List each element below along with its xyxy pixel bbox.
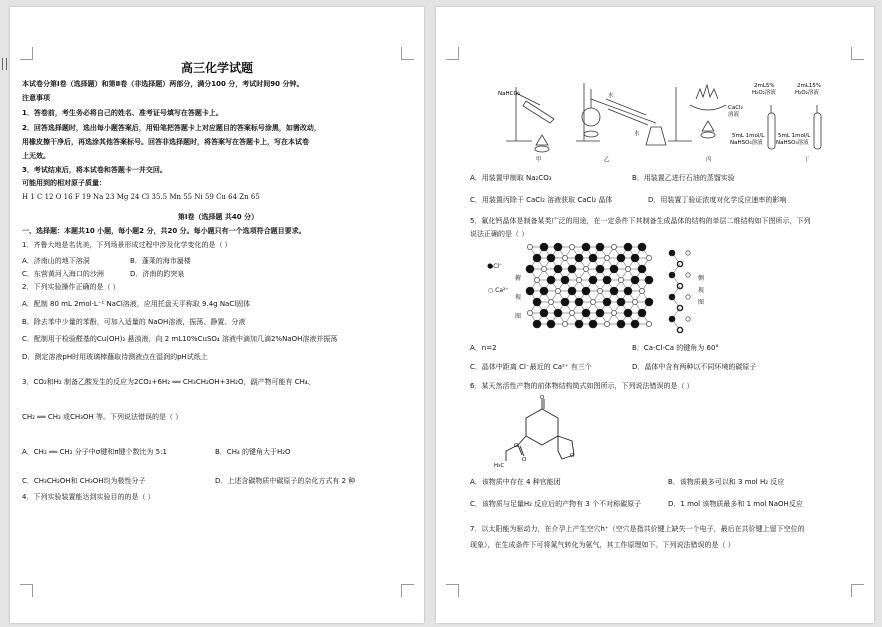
apparatus-yi	[576, 83, 666, 145]
cl-ion	[575, 298, 583, 306]
question-7: 7．以太阳能为驱动力，在介孕上产生空穴h⁺（空穴是指共价键上缺失一个电子，最后在共价键上留下空位的	[470, 525, 805, 533]
q1-option-c: C．东营黄河入海口的沙洲	[22, 270, 104, 278]
cl-ion	[526, 265, 534, 273]
apparatus-name-jia: 甲	[536, 157, 542, 163]
note-line: 1．答卷前，考生务必将自己的姓名、准考证号填写在答题卡上。	[22, 109, 223, 117]
ca-ion	[548, 299, 553, 304]
cl-ion	[638, 243, 646, 251]
q5-option-b: B．Ca-Cl-Ca 的键角为 60°	[632, 344, 719, 352]
cl-ion	[568, 287, 576, 295]
ca-ion	[632, 299, 637, 304]
cl-ion	[540, 287, 548, 295]
q5-option-d: D．晶体中含有两种以不同环境的碳原子	[632, 363, 757, 371]
molecule-atom-o: O	[514, 443, 519, 449]
side-view-char-2: 视	[698, 287, 705, 294]
molecule-structure	[492, 395, 592, 471]
apparatus-label-water: 水	[608, 93, 614, 99]
cl-ion	[568, 265, 576, 273]
molecule-atom-o: O	[570, 453, 575, 459]
question-3: 3．CO₂和H₂ 制备乙酸发生的反应为2CO₂+6H₂ ══ CH₃CH₂OH+3H₂O，副产物可能有 CH₄、	[22, 378, 315, 386]
ca-ion	[678, 328, 682, 332]
page-title: 高三化学试题	[180, 61, 253, 75]
cl-ion	[582, 287, 590, 295]
cl-ion	[617, 298, 625, 306]
question-4: 4．下列实验装置能达到实验目的的是（ ）	[22, 493, 155, 501]
note-line: 用橡皮擦干净后，再选涂其他答案标号。回答非选择题时，将答案写在答题卡上，写在本试卷	[22, 138, 309, 146]
cl-ion	[554, 243, 562, 251]
q3-option-a: A．CH₂ ══ CH₂ 分子中σ键和π键个数比为 5:1	[22, 448, 167, 456]
cl-ion	[589, 254, 597, 262]
question-6: 6．某天然活性产物的前体物结构简式如图所示，下列说法错误的是（ ）	[470, 382, 694, 390]
ca-ion	[527, 310, 532, 315]
apparatus-label-h2o2-a: H₂O₂溶液	[752, 90, 776, 96]
apparatus-label-2ml15: 2mL15%	[797, 83, 822, 89]
apparatus-label-nahso3-a: 5mL 1mol/L	[732, 133, 765, 139]
cl-ion	[596, 309, 604, 317]
q1-option-d: D．济南的趵突泉	[130, 270, 185, 278]
ca-ion	[569, 310, 574, 315]
ca-ion	[611, 244, 616, 249]
apparatus-label-2ml5: 2mL5%	[754, 83, 775, 89]
ca-ion	[534, 277, 539, 282]
crop-mark	[446, 584, 459, 597]
ca-ion	[527, 244, 532, 249]
cl-ion	[554, 265, 562, 273]
ca-ion	[686, 295, 690, 299]
cl-ion	[526, 287, 534, 295]
q6-option-b: B．该物质最多可以和 3 mol H₂ 反应	[668, 478, 785, 486]
crop-mark	[851, 47, 864, 60]
top-view-char-3: 图	[515, 313, 522, 320]
q4-option-a: A．用装置甲制取 Na₂CO₃	[470, 174, 552, 182]
cl-ion	[631, 276, 639, 284]
ca-ion	[646, 255, 651, 260]
cl-ion	[638, 265, 646, 273]
q3-option-c: C．CH₃CH₂OH和 CH₃OH均为极性分子	[22, 477, 146, 485]
ca-ion	[562, 321, 567, 326]
apparatus-figure	[496, 79, 826, 163]
ca-ion	[686, 317, 690, 321]
q4-option-c: C．用装置丙除干 CaCl₂ 溶液获取 CaCl₂ 晶体	[470, 196, 613, 204]
molecule-atom-o: O	[522, 457, 527, 463]
q5-option-c: C．晶体中距离 Cl⁻最近的 Ca²⁺ 有三个	[470, 363, 592, 371]
legend-cl: ●Cl⁻	[488, 263, 503, 270]
atomic-mass-title: 可能用到的相对原子质量：	[22, 179, 106, 187]
ca-ion	[562, 255, 567, 260]
cl-ion	[631, 320, 639, 328]
cl-ion	[589, 276, 597, 284]
cl-ion	[596, 265, 604, 273]
side-view-char-1: 侧	[698, 275, 705, 282]
cl-ion	[533, 320, 541, 328]
cl-ion	[589, 320, 597, 328]
q2-option-c: C．配制用于检验醛基的Cu(OH)₂ 悬浊液，向 2 mL10%CuSO₄ 溶液中滴加几滴2%NaOH溶液并振荡	[22, 335, 338, 343]
cl-ion	[645, 298, 653, 306]
ca-ion	[604, 255, 609, 260]
ca-ion	[604, 321, 609, 326]
q6-option-c: C．该物质与足量H₂ 反应后的产物有 3 个不对称碳原子	[470, 500, 642, 508]
cl-ion	[582, 243, 590, 251]
ca-ion	[583, 266, 588, 271]
atomic-masses: H 1 C 12 O 16 F 19 Na 23 Mg 24 Cl 35.5 Mn 55 Ni 59 Cu 64 Zn 65	[22, 193, 260, 201]
notice-title: 注意事项	[22, 94, 50, 102]
note-line: 3．考试结束后，将本试卷和答题卡一并交回。	[22, 166, 167, 174]
ca-ion	[639, 288, 644, 293]
question-7-cont: 现象），在生成条件下可将氮气转化为氨气，其工作原理如下。下列说法错误的是（ ）	[470, 541, 735, 549]
molecule-methyl-label: H₃C	[494, 463, 505, 469]
apparatus-label-nahso3-b: 5mL 1mol/L	[778, 133, 811, 139]
cl-ion	[533, 254, 541, 262]
cl-ion	[624, 243, 632, 251]
cl-ion	[547, 276, 555, 284]
ca-ion	[555, 288, 560, 293]
q5-option-a: A．n=2	[470, 344, 497, 352]
ca-ion	[625, 266, 630, 271]
top-view-char-1: 俯	[515, 275, 522, 282]
q2-option-d: D．测定溶液pH时用玻璃棒蘸取待测液点在湿润的pH试纸上	[22, 353, 208, 361]
apparatus-name-bing: 丙	[706, 157, 712, 163]
cl-ion	[610, 287, 618, 295]
apparatus-name-yi: 乙	[604, 157, 610, 163]
apparatus-bing	[668, 85, 726, 141]
cl-ion	[547, 254, 555, 262]
apparatus-label-cacl2: CaCl₂	[728, 105, 743, 111]
crop-mark	[20, 584, 33, 597]
ca-ion	[618, 277, 623, 282]
cl-ion	[554, 309, 562, 317]
cl-ion	[540, 309, 548, 317]
q1-option-b: B．蓬莱的海市蜃楼	[130, 257, 191, 265]
crop-mark	[851, 584, 864, 597]
cl-ion	[603, 298, 611, 306]
cl-ion	[582, 309, 590, 317]
ca-ion	[646, 321, 651, 326]
top-view-char-2: 视	[515, 294, 522, 301]
q6-option-d: D．1 mol 该物质最多和 1 mol NaOH反应	[668, 500, 803, 508]
ca-ion	[569, 244, 574, 249]
cl-ion	[617, 320, 625, 328]
section-title: 第Ⅰ卷（选择题 共40 分）	[177, 213, 259, 221]
section-subtitle: 一、选择题：本题共10 小题，每小题2 分，共20 分。每小题只有一个选项符合题目要求。	[22, 227, 306, 235]
ca-ion	[576, 277, 581, 282]
cl-ion	[540, 243, 548, 251]
cl-ion	[617, 254, 625, 262]
cl-ion	[575, 254, 583, 262]
crop-mark	[401, 584, 414, 597]
question-5: 5．氟化钙晶体是制备某类广泛的用途，在一定条件下其制备生成晶体的结构的单层二维结构如下图所示，下列	[470, 217, 811, 225]
cl-ion	[603, 276, 611, 284]
question-2: 2．下列实验操作正确的是（ ）	[22, 283, 120, 291]
ca-ion	[611, 310, 616, 315]
cl-ion	[638, 309, 646, 317]
ca-ion	[597, 288, 602, 293]
cl-ion	[547, 320, 555, 328]
apparatus-label-nahso3-a2: NaHSO₃溶液	[730, 140, 763, 146]
q1-option-a: A．济南山的地下溶洞	[22, 257, 90, 265]
note-line: 2．回答选择题时，选出每小题答案后，用铅笔把答题卡上对应题目的答案标号涂黑，如需改动，	[22, 124, 321, 132]
apparatus-label-water-2: 水	[634, 131, 640, 137]
ca-ion	[686, 273, 690, 277]
apparatus-name-ding: 丁	[804, 157, 810, 163]
q4-option-d: D．用装置丁验证浓度对化学反应速率的影响	[648, 196, 787, 204]
cl-ion	[533, 298, 541, 306]
cl-ion	[624, 287, 632, 295]
cl-ion	[596, 243, 604, 251]
ca-ion	[541, 266, 546, 271]
apparatus-label-h2o2-b: H₂O₂溶液	[795, 90, 819, 96]
cl-ion	[561, 298, 569, 306]
ca-ion	[686, 251, 690, 255]
note-line: 上无效。	[22, 152, 50, 160]
q2-option-b: B．除去苯中少量的苯酚，可加入适量的 NaOH溶液，振荡、静置、分液	[22, 318, 246, 326]
document-page-2	[436, 7, 874, 623]
apparatus-label-nahso3-b2: NaHSO₃溶液	[776, 140, 809, 146]
question-5-cont: 说法正确的是（ ）	[470, 230, 529, 238]
question-3-cont: CH₂ ══ CH₂ 或CH₃OH 等。下列说法错误的是（ ）	[22, 413, 183, 421]
scroll-marker	[2, 58, 7, 70]
cl-ion	[631, 254, 639, 262]
apparatus-label-nahco3: NaHCO₃	[498, 91, 520, 97]
q2-option-a: A．配制 80 mL 2mol·L⁻¹ NaCl溶液，应用托盘天平称取 9.4g NaCl固体	[22, 300, 251, 308]
document-page-1	[10, 7, 424, 623]
q3-option-d: D．上述含碳物质中碳原子的杂化方式有 2 种	[215, 477, 356, 485]
legend-ca: ○ Ca²⁺	[488, 287, 509, 294]
cl-ion	[610, 265, 618, 273]
side-view-char-3: 图	[698, 299, 705, 306]
cl-ion	[645, 276, 653, 284]
question-1: 1．齐鲁大地是名优美，下列场景形成过程中涉及化学变化的是（ ）	[22, 241, 232, 249]
ca-ion	[590, 299, 595, 304]
molecule-atom-o: O	[540, 395, 545, 401]
cl-ion	[575, 320, 583, 328]
crop-mark	[446, 47, 459, 60]
exam-intro: 本试卷分第Ⅰ卷（选择题）和第Ⅱ卷（非选择题）两部分，满分100 分，考试时间90 分钟。	[22, 80, 304, 88]
q4-option-b: B．用装置乙进行石油的蒸馏实验	[632, 174, 735, 182]
q3-option-b: B．CH₄ 的键角大于H₂O	[215, 448, 291, 456]
cl-ion	[624, 309, 632, 317]
q6-option-a: A．该物质中存在 4 种官能团	[470, 478, 561, 486]
cl-ion	[561, 276, 569, 284]
apparatus-label-solution: 溶液	[728, 112, 740, 118]
